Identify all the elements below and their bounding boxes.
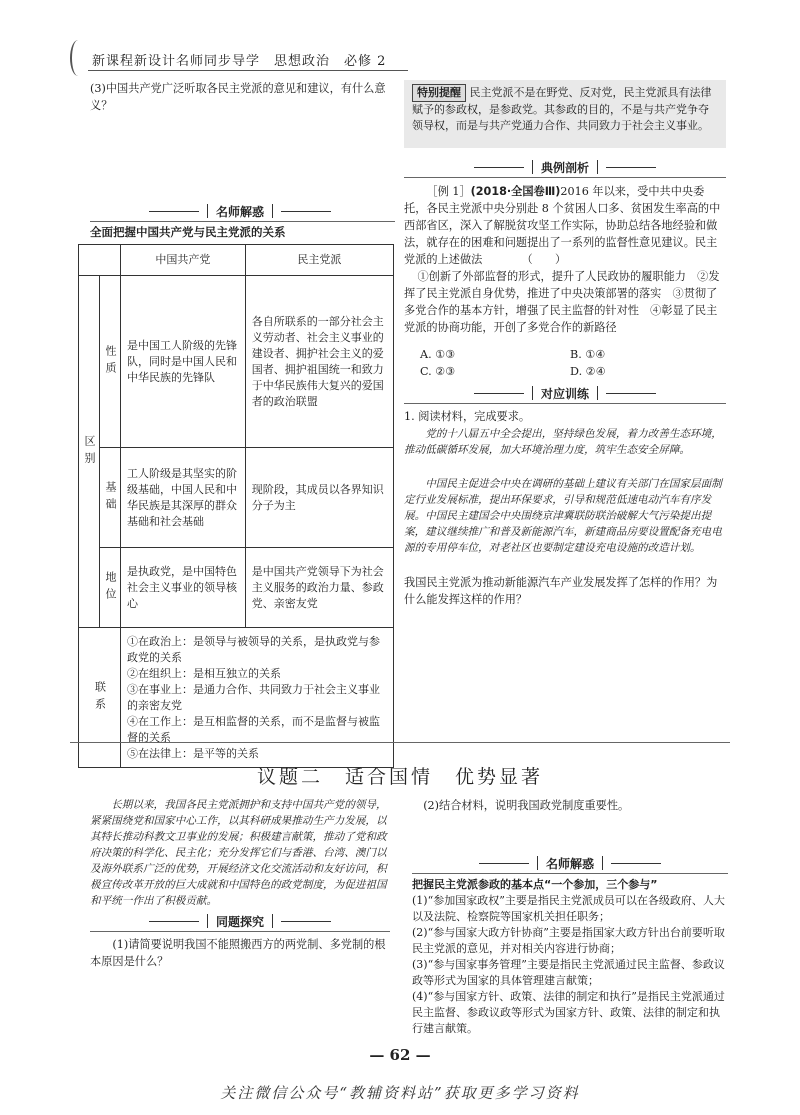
link-item: ①在政治上：是领导与被领导的关系，是执政党与参政党的关系 [127, 634, 380, 664]
col-header-cpc: 中国共产党 [121, 245, 246, 276]
table-header-row [79, 245, 394, 276]
divider [404, 177, 726, 178]
row-label: 性质 [100, 276, 121, 448]
cell-dp: 是中国共产党领导下为社会主义服务的政治力量、参政党、亲密友党 [245, 548, 393, 628]
table-row [79, 448, 394, 548]
section-q2: (2)结合材料，说明我国政党制度重要性。 [423, 799, 630, 812]
header-bracket-icon [70, 40, 86, 76]
duiying-box-title [404, 382, 726, 404]
tongti-label: 同题探究 [215, 914, 264, 929]
basic-points-title: 把握民主党派参政的基本点“一个参加，三个参与” [412, 878, 658, 891]
cell-cpc: 是中国工人阶级的先锋队，同时是中国人民和中华民族的先锋队 [121, 276, 246, 448]
choice-a: A. ①③ [420, 348, 456, 361]
divider [404, 403, 726, 404]
dianli-box-title [404, 156, 726, 178]
material-1: 党的十八届五中全会提出，坚持绿色发展，着力改善生态环境，推动低碳循环发展，加大环境治理力度，筑牢生态安全屏障。 [404, 428, 722, 456]
header-title: 新课程新设计名师同步导学 思想政治 必修 2 [92, 54, 387, 69]
divider [412, 873, 728, 874]
header-rule [88, 70, 408, 71]
duiying-label: 对应训练 [540, 386, 589, 401]
basic-points [412, 893, 728, 1037]
table-row [79, 548, 394, 628]
dianli-label: 典例剖析 [540, 160, 589, 175]
qubie-label: 区别 [79, 276, 100, 628]
table-row [79, 628, 394, 768]
link-item: ②在组织上：是相互独立的关系 [127, 666, 281, 680]
col-header-dp: 民主党派 [245, 245, 393, 276]
point-item: (4)“参与国家方针、政策、法律的制定和执行”是指民主党派通过民主监督、参政议政等形式为国家方针、政策、法律的制定和执行建言献策。 [412, 990, 725, 1035]
corner-cell [79, 245, 121, 276]
choice-d: D. ②④ [570, 365, 606, 378]
table-row [79, 276, 394, 448]
note-text: 民主党派不是在野党、反对党，民主党派具有法律赋予的参政权，是参政党。其参政的目的，不是与共产党争夺领导权，而是与共产党通力合作、共同致力于社会主义事业。 [412, 86, 712, 132]
example-text: 2016 年以来，受中共中央委托，各民主党派中央分别赴 8 个贫困人口多、贫困发生率高的中西部省区，深入了解脱贫攻坚工作实际，协助总结各地经验和做法，就存在的困难和问题提出了一系列的监督性意见建议。民主党派的上述做法 （ ） [404, 185, 721, 266]
mingshi-box-title [90, 200, 390, 222]
mingshi-label: 名师解惑 [215, 204, 264, 219]
page-number: — 62 — [369, 1046, 431, 1064]
footer-note: 关注微信公众号“教辅资料站”获取更多学习资料 [220, 1084, 580, 1102]
section-intro: 长期以来，我国各民主党派拥护和支持中国共产党的领导，紧紧围绕党和国家中心工作，以其科研成果推动生产力发展，以其特长推动科教文卫事业的发展；积极建言献策，推动了党和政府决策的科学化、民主化；充分发挥它们与香港、台湾、澳门以及海外联系广泛的优势，开展经济文化交流活动和友好访问，积极宣传改革开放的巨大成就和中国特色的政党制度，为促进祖国和平统一作出了积极贡献。 [90, 799, 387, 907]
link-item: ⑤在法律上：是平等的关系 [127, 746, 259, 760]
special-note [404, 80, 726, 148]
point-item: (1)“参加国家政权”主要是指民主党派成员可以在各级政府、人大以及法院、检察院等国家机关担任职务； [412, 894, 725, 923]
section-divider [70, 742, 730, 743]
row-label: 基础 [100, 448, 121, 548]
links-cell [121, 628, 394, 768]
cell-cpc: 是执政党，是中国特色社会主义事业的领导核心 [121, 548, 246, 628]
lianxi-label: 联系 [79, 628, 121, 768]
row-label: 地位 [100, 548, 121, 628]
section-q1: (1)请简要说明我国不能照搬西方的两党制、多党制的根本原因是什么？ [90, 938, 386, 968]
question-3: (3)中国共产党广泛听取各民主党派的意见和建议，有什么意义？ [90, 82, 386, 112]
relation-table [78, 244, 394, 768]
section-title: 议题二 适合国情 优势显著 [256, 766, 543, 788]
cell-cpc: 工人阶级是其坚实的阶级基础，中国人民和中华民族是其深厚的群众基础和社会基础 [121, 448, 246, 548]
choice-list [420, 346, 720, 380]
mingshi2-box-title [412, 852, 728, 874]
divider [90, 931, 390, 932]
note-tag: 特别提醒 [412, 84, 466, 102]
material-2: 中国民主促进会中央在调研的基础上建议有关部门在国家层面制定行业发展标准，提出环保要求，引导和规范低速电动汽车有序发展。中国民主建国会中央围绕京津冀联防联治破解大气污染提出提案，建议继续推广和普及新能源汽车，新建商品房要设置配备充电电源的专用停车位，对老社区也要制定建设充电设施的改造计划。 [404, 478, 722, 554]
mingshi2-label: 名师解惑 [545, 856, 594, 871]
cell-dp: 各自所联系的一部分社会主义劳动者、社会主义事业的建设者、拥护社会主义的爱国者、拥护祖国统一和致力于中华民族伟大复兴的爱国者的政治联盟 [245, 276, 393, 448]
practice-question: 我国民主党派为推动新能源汽车产业发展发挥了怎样的作用？为什么能发挥这样的作用？ [404, 576, 718, 606]
choice-c: C. ②③ [420, 365, 456, 378]
point-item: (3)“参与国家事务管理”主要是指民主党派通过民主监督、参政议政等形式为国家的具体管理建言献策； [412, 958, 725, 987]
example-1 [404, 183, 726, 268]
example-options: ①创新了外部监督的形式，提升了人民政协的履职能力 ②发挥了民主党派自身优势，推进了中央决策部署的落实 ③贯彻了多党合作的基本方针，增强了民主监督的针对性 ④彰显了民主党派的协商功能，开创了多党合作的新路径 [404, 270, 720, 334]
practice-q1: 1. 阅读材料，完成要求。 [404, 410, 531, 423]
choice-b: B. ①④ [570, 348, 606, 361]
tongti-box-title [90, 910, 390, 932]
link-item: ③在事业上：是通力合作、共同致力于社会主义事业的亲密友党 [127, 682, 380, 712]
link-item: ④在工作上：是互相监督的关系，而不是监督与被监督的关系 [127, 714, 380, 744]
example-label: ［例 1］ [426, 185, 471, 198]
table-heading: 全面把握中国共产党与民主党派的关系 [90, 225, 286, 239]
point-item: (2)“参与国家大政方针协商”主要是指国家大政方针出台前要听取民主党派的意见，并对相关内容进行协商； [412, 926, 725, 955]
cell-dp: 现阶段，其成员以各界知识分子为主 [245, 448, 393, 548]
example-source: (2018·全国卷Ⅲ) [470, 185, 561, 198]
divider [90, 221, 395, 222]
